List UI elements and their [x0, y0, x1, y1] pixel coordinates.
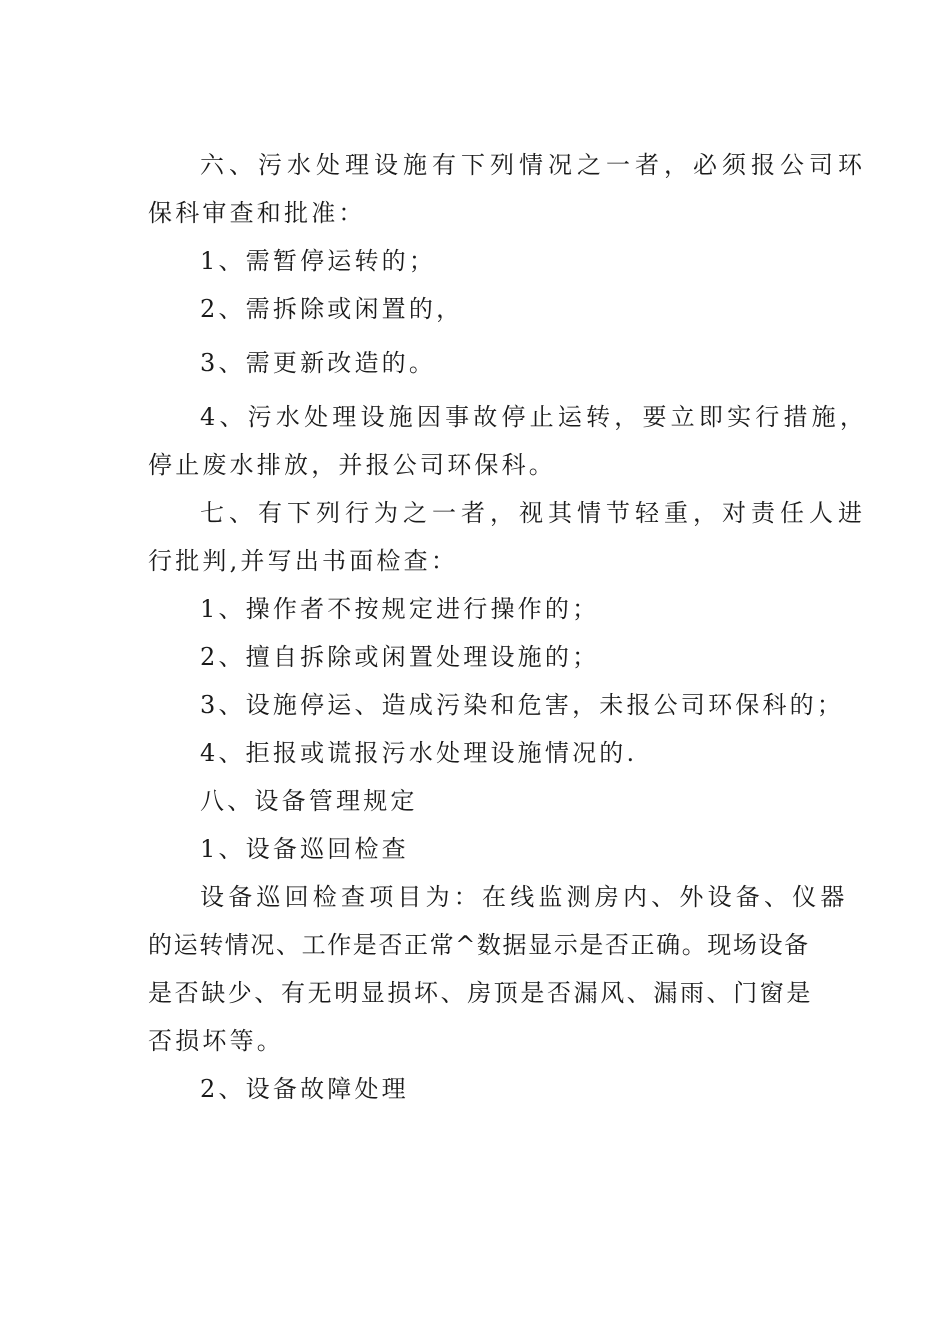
- paragraph-line: 六、污水处理设施有下列情况之一者，必须报公司环: [200, 151, 867, 179]
- list-item: 2、擅自拆除或闲置处理设施的；: [200, 643, 600, 671]
- list-item: 2、需拆除或闲置的，: [200, 295, 464, 323]
- subsection-heading: 2、设备故障处理: [200, 1075, 409, 1103]
- paragraph-line: 七、有下列行为之一者，视其情节轻重，对责任人进: [200, 499, 867, 527]
- list-item: 1、操作者不按规定进行操作的；: [200, 595, 600, 623]
- paragraph-line: 行批判,并写出书面检查：: [148, 547, 459, 575]
- section-heading: 八、设备管理规定: [200, 787, 418, 815]
- paragraph-line: 否损坏等。: [148, 1027, 284, 1055]
- list-item: 3、设施停运、造成污染和危害，未报公司环保科的；: [200, 691, 845, 719]
- list-item: 4、污水处理设施因事故停止运转，要立即实行措施，: [200, 403, 869, 431]
- paragraph-line: 的运转情况、工作是否正常^数据显示是否正确。现场设备: [148, 931, 810, 959]
- list-item: 3、需更新改造的。: [200, 349, 437, 377]
- paragraph-line: 保科审查和批准：: [148, 199, 366, 227]
- list-item: 1、需暂停运转的；: [200, 247, 437, 275]
- paragraph-line: 设备巡回检查项目为：在线监测房内、外设备、仪器: [200, 883, 849, 911]
- paragraph-line: 停止废水排放，并报公司环保科。: [148, 451, 556, 479]
- paragraph-line: 是否缺少、有无明显损坏、房顶是否漏风、漏雨、门窗是: [148, 979, 813, 1007]
- list-item: 4、拒报或谎报污水处理设施情况的.: [200, 739, 638, 767]
- subsection-heading: 1、设备巡回检查: [200, 835, 409, 863]
